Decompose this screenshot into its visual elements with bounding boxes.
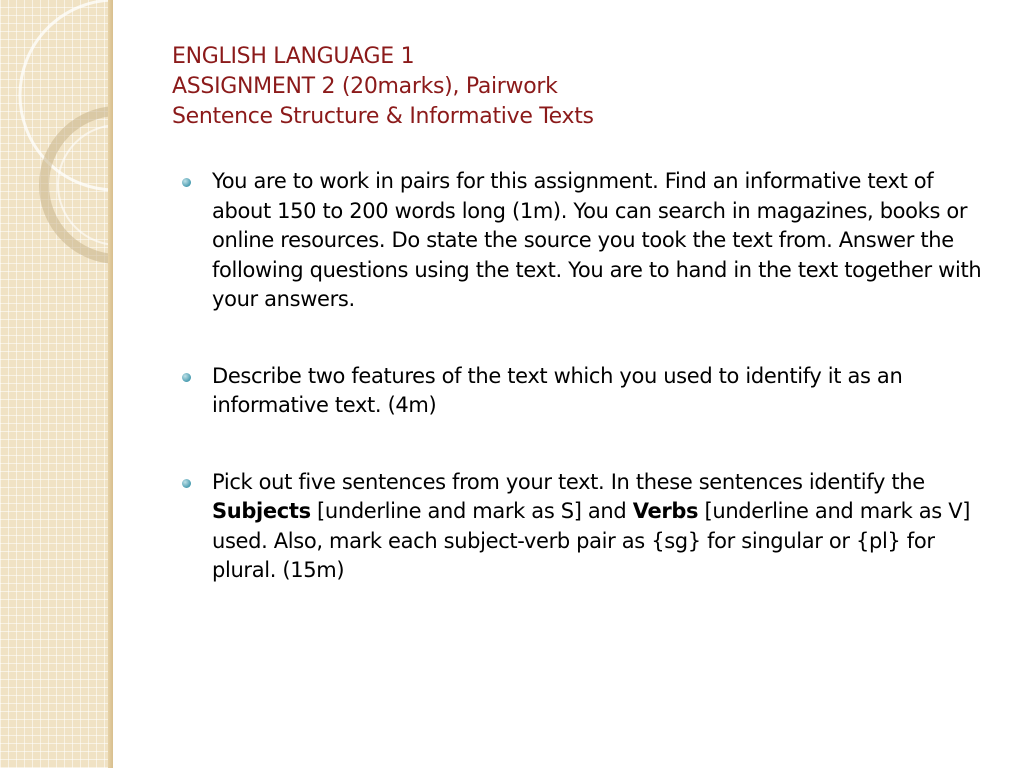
title-line-course: ENGLISH LANGUAGE 1 <box>172 44 415 69</box>
bullet-item-sentences <box>181 468 993 586</box>
slide-title <box>172 42 992 132</box>
keyword-verbs: Verbs <box>632 499 699 523</box>
decorative-circles-icon <box>0 0 113 768</box>
sidebar-edge <box>108 0 113 768</box>
title-line-topic: Sentence Structure & Informative Texts <box>172 104 594 129</box>
bullet-item-features <box>181 362 993 421</box>
bullet-item-instructions <box>181 167 993 315</box>
bullet-dot-icon <box>182 479 191 488</box>
bullet-dot-icon <box>182 373 191 382</box>
bullet-text-part3: [underline and mark as V] used. Also, mark each subject-verb pair as {sg} for singular or {pl} for plural. (15m) <box>212 499 971 582</box>
bullet-list <box>181 167 993 586</box>
title-line-assignment: ASSIGNMENT 2 (20marks), Pairwork <box>172 74 558 99</box>
bullet-text-part1: Pick out five sentences from your text. In these sentences identify the <box>212 469 925 494</box>
bullet-dot-icon <box>182 178 191 187</box>
bullet-text-part2: [underline and mark as S] and <box>310 499 633 523</box>
decorative-sidebar <box>0 0 113 768</box>
bullet-text: Describe two features of the text which you used to identify it as an informative text. (4m) <box>212 363 903 417</box>
bullet-text: You are to work in pairs for this assignment. Find an informative text of about 150 to 200 words long (1m). You can search in magazines, books or online resources. Do state the source you took the text from. Answer the following questions using the text. You are to hand in the text together with your answers. <box>212 169 982 311</box>
keyword-subjects: Subjects <box>212 499 311 523</box>
